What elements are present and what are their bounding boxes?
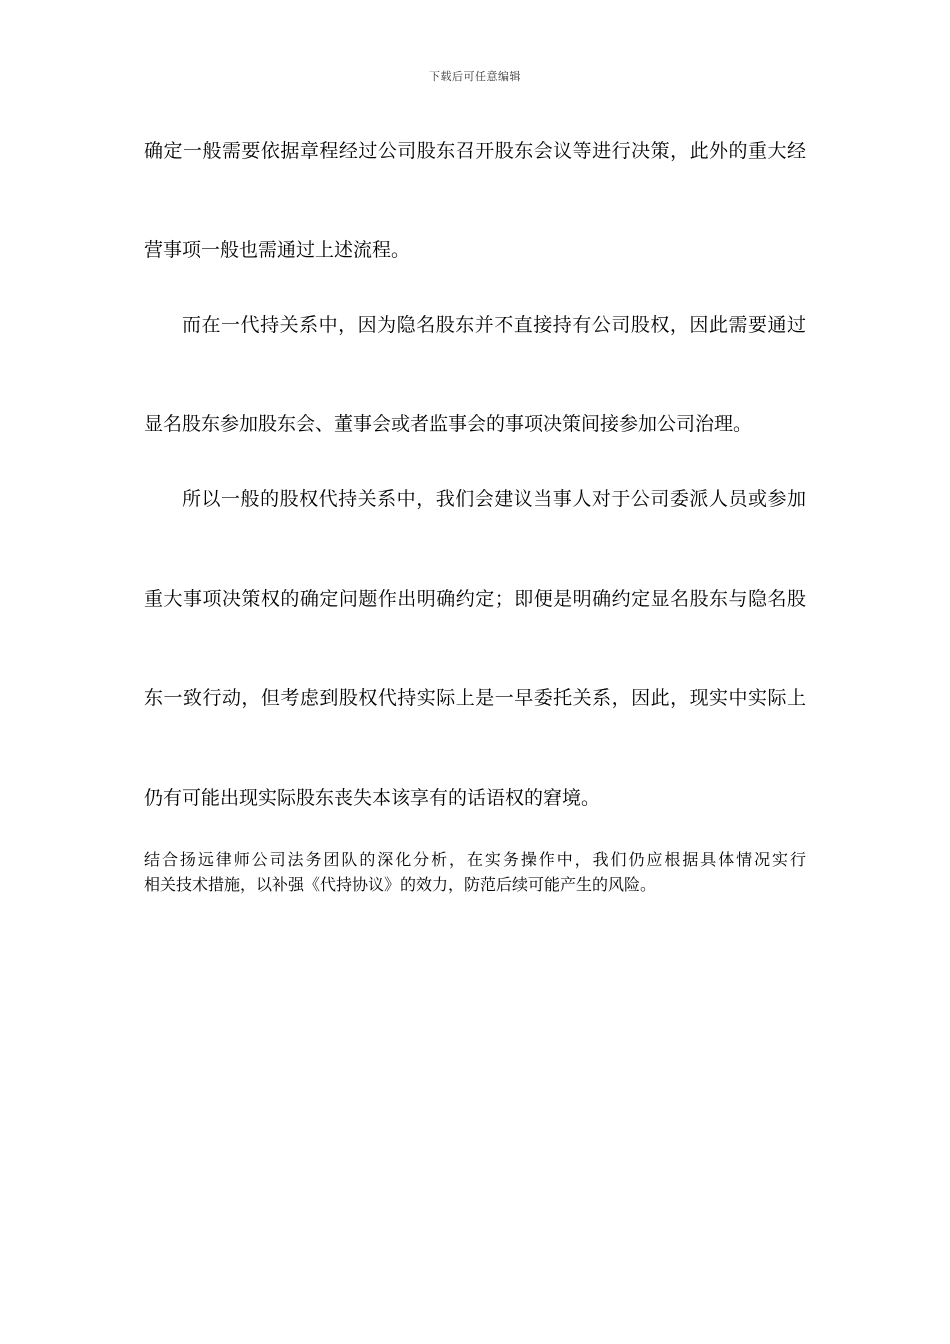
paragraph-1-line-2: 营事项一般也需通过上述流程。 (144, 239, 411, 261)
paragraph-1-line-1: 确定一般需要依据章程经过公司股东召开股东会议等进行决策，此外的重大经 (144, 140, 806, 162)
paragraph-3-line-3: 东一致行动，但考虑到股权代持实际上是一早委托关系，因此，现实中实际上 (144, 687, 806, 709)
paragraph-2-line-1: 而在一代持关系中，因为隐名股东并不直接持有公司股权，因此需要通过 (182, 314, 806, 336)
paragraph-3-line-1: 所以一般的股权代持关系中，我们会建议当事人对于公司委派人员或参加 (182, 488, 806, 510)
paragraph-4-line-1: 结合扬远律师公司法务团队的深化分析，在实务操作中，我们仍应根据具体情况实行 (144, 850, 806, 869)
paragraph-4-line-2: 相关技术措施，以补强《代持协议》的效力，防范后续可能产生的风险。 (144, 875, 657, 894)
paragraph-2-line-2: 显名股东参加股东会、董事会或者监事会的事项决策间接参加公司治理。 (144, 413, 753, 435)
page-header: 下载后可任意编辑 (429, 70, 521, 83)
paragraph-3-line-2: 重大事项决策权的确定问题作出明确约定；即便是明确约定显名股东与隐名股 (144, 588, 806, 610)
paragraph-3-line-4: 仍有可能出现实际股东丧失本该享有的话语权的窘境。 (144, 787, 601, 809)
